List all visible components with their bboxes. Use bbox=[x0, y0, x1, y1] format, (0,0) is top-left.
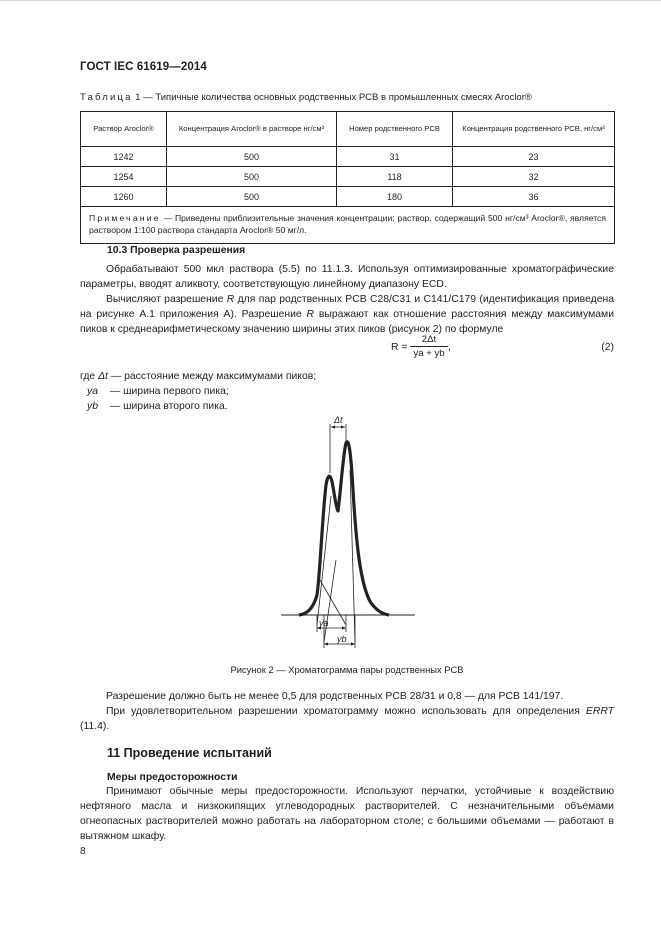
resolution-formula bbox=[80, 334, 614, 370]
arrowhead bbox=[331, 425, 335, 428]
yb-label: yb bbox=[337, 634, 347, 644]
formula-equation-number: (2) bbox=[601, 342, 614, 353]
arrowhead bbox=[341, 425, 345, 428]
definition-ya bbox=[80, 384, 316, 399]
precautions-subheading: Меры предосторожности bbox=[107, 772, 238, 783]
chromatogram-drawing bbox=[281, 424, 415, 648]
table-cell: 32 bbox=[453, 167, 615, 187]
formula-lhs: R = bbox=[391, 342, 408, 353]
table-cell: 500 bbox=[167, 147, 337, 167]
definition-symbol: Δt bbox=[98, 371, 108, 382]
symbol-r: R bbox=[226, 294, 235, 305]
table-cell: 23 bbox=[453, 147, 615, 167]
arrowhead bbox=[351, 642, 355, 645]
column-header: Номер родственного PCB bbox=[337, 112, 453, 147]
column-header: Концентрация родственного PCB, нг/см³ bbox=[453, 112, 615, 147]
aroclor-table bbox=[80, 111, 615, 244]
definition-text: — расстояние между максимумами пиков; bbox=[110, 371, 317, 382]
note-label: Примечание bbox=[89, 213, 161, 223]
table-cell: 36 bbox=[453, 187, 615, 207]
section-10-3-paragraph-2 bbox=[80, 292, 614, 337]
table-caption bbox=[80, 92, 532, 103]
where-label: где bbox=[80, 371, 96, 382]
after-figure-paragraph-1: Разрешение должно быть не менее 0,5 для родственных PCB 28/31 и 0,8 — для PCB 141/197. bbox=[106, 691, 564, 702]
table-note-row bbox=[81, 207, 615, 244]
section-11-heading: 11 Проведение испытаний bbox=[107, 746, 272, 760]
table-row bbox=[81, 187, 615, 207]
formula-fraction bbox=[410, 334, 448, 359]
table-caption-text: 1 — Типичные количества основных родственных PCB в промышленных смесях Aroclor® bbox=[135, 92, 532, 103]
column-header: Концентрация Aroclor® в растворе нг/см³ bbox=[167, 112, 337, 147]
para2-part-c: выражают как отношение расстояния между максимумами пиков к среднеарифметическому значению ширины этих пиков (рисунок 2) по формуле bbox=[80, 309, 615, 335]
section-10-3-paragraph-1: Обрабатывают 500 мкл раствора (5.5) по 11.1.3. Используя оптимизированные хроматографические параметры, вводят аликвоту, соответствующую линейному диапазону ECD. bbox=[80, 264, 614, 290]
table-note bbox=[81, 207, 615, 244]
arrowhead bbox=[324, 642, 328, 645]
tangent-line bbox=[324, 560, 336, 642]
page-top-edge bbox=[0, 0, 661, 1]
table-cell: 500 bbox=[167, 187, 337, 207]
column-header: Раствор Aroclor® bbox=[81, 112, 167, 147]
definition-delta-t bbox=[80, 369, 316, 384]
delta-t-label: Δt bbox=[334, 415, 343, 425]
after-figure-paragraph-2 bbox=[80, 704, 614, 734]
table-caption-label: Таблица bbox=[80, 92, 133, 103]
table-cell: 1254 bbox=[81, 167, 167, 187]
page-number: 8 bbox=[80, 846, 86, 857]
table-cell: 1260 bbox=[81, 187, 167, 207]
table-header-row bbox=[81, 112, 615, 147]
note-text: — Приведены приблизительные значения концентрации; раствор, содержащий 500 нг/см³ Aroclor®, является раствором 1:100 раствора стандарта Aroclor® 50 мг/л. bbox=[89, 213, 606, 235]
symbol-errt: ERRT bbox=[585, 706, 614, 717]
para-part-b: (11.4). bbox=[80, 721, 110, 732]
section-10-3-heading: 10.3 Проверка разрешения bbox=[107, 245, 246, 256]
symbol-definitions bbox=[80, 369, 316, 414]
table-cell: 1242 bbox=[81, 147, 167, 167]
definition-symbol: yb bbox=[87, 401, 98, 412]
definition-symbol: ya bbox=[87, 386, 98, 397]
table-cell: 31 bbox=[337, 147, 453, 167]
para-part-a: При удовлетворительном разрешении хроматограмму можно использовать для определения bbox=[106, 706, 580, 717]
table-cell: 180 bbox=[337, 187, 453, 207]
table-row bbox=[81, 167, 615, 187]
table-row bbox=[81, 147, 615, 167]
standard-code-header: ГОСТ IEC 61619—2014 bbox=[80, 61, 207, 73]
definition-text: — ширина второго пика. bbox=[109, 401, 228, 412]
formula-comma: , bbox=[448, 342, 451, 353]
symbol-r: R bbox=[306, 309, 315, 320]
definition-text: — ширина первого пика; bbox=[109, 386, 229, 397]
para2-part-b: для пар родственных PCB C28/C31 и C141/C179 (идентификация приведена на рисунке А.1 приложения А). Разрешение bbox=[80, 294, 614, 320]
chromatogram-figure bbox=[275, 410, 423, 655]
formula-denominator: ya + yb bbox=[413, 348, 445, 359]
table-cell: 500 bbox=[167, 167, 337, 187]
chromatogram-peaks bbox=[299, 442, 389, 615]
formula-numerator: 2Δt bbox=[410, 334, 448, 347]
para2-part-a: Вычисляют разрешение bbox=[106, 294, 224, 305]
precautions-paragraph: Принимают обычные меры предосторожности. Используют перчатки, устойчивые к воздействию нефтяного масла и низкокипящих углеводородных растворителей. С незначительными объемами огнеопасных растворителей можно работать на лабораторном столе; с большими объемами — работают в вытяжном шкафу. bbox=[80, 786, 614, 842]
figure-caption: Рисунок 2 — Хроматограмма пары родственных PCB bbox=[230, 664, 464, 675]
ya-label: ya bbox=[319, 618, 329, 628]
arrowhead bbox=[342, 626, 346, 629]
table-cell: 118 bbox=[337, 167, 453, 187]
